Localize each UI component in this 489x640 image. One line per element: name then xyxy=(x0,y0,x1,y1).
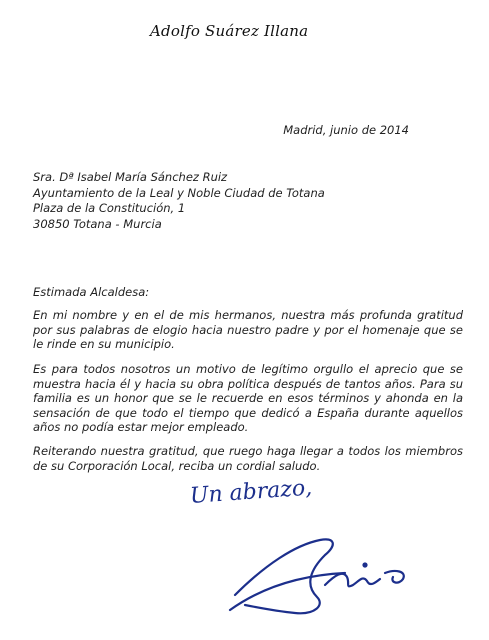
recipient-address xyxy=(33,170,325,232)
signature-mark xyxy=(225,525,425,625)
letter-date: Madrid, junio de 2014 xyxy=(283,123,409,137)
letterhead-name: Adolfo Suárez Illana xyxy=(150,22,309,40)
recipient-line-city: 30850 Totana - Murcia xyxy=(33,216,162,231)
recipient-line-name: Sra. Dª Isabel María Sánchez Ruiz xyxy=(33,170,228,184)
recipient-line-street: Plaza de la Constitución, 1 xyxy=(33,201,186,215)
salutation: Estimada Alcaldesa: xyxy=(33,285,150,299)
recipient-line-institution: Ayuntamiento de la Leal y Noble Ciudad de Totana xyxy=(33,185,325,200)
body-paragraph-2: Es para todos nosotros un motivo de legítimo orgullo el aprecio que se muestra hacia él y hacia su obra política después de tantos años. Para su familia es un honor que se le recuerde en esos términos y ahonda en la sensación de que todo el tiempo que dedicó a España durante aquellos años no podía estar mejor empleado. xyxy=(33,362,463,434)
handwritten-closing: Un abrazo, xyxy=(189,475,313,509)
body-paragraph-3: Reiterando nuestra gratitud, que ruego haga llegar a todos los miembros de su Corporación Local, reciba un cordial saludo. xyxy=(33,444,463,473)
body-paragraph-1: En mi nombre y en el de mis hermanos, nuestra más profunda gratitud por sus palabras de elogio hacia nuestro padre y por el homenaje que se le rinde en su municipio. xyxy=(33,308,463,351)
